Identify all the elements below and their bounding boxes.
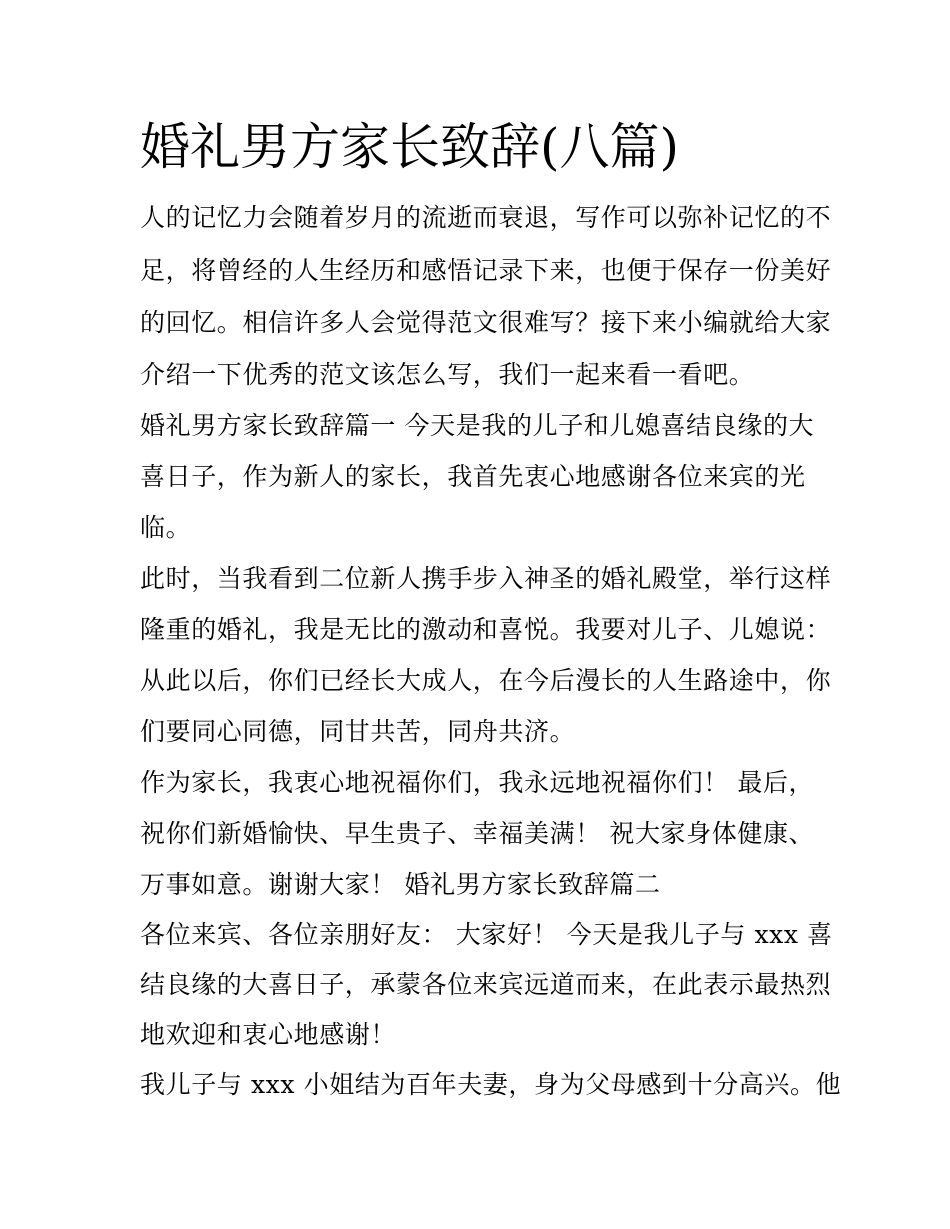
- body-line: 此时，当我看到二位新人携手步入神圣的婚礼殿堂，举行这样: [140, 564, 832, 593]
- body-line: 隆重的婚礼，我是无比的激动和喜悦。我要对儿子、儿媳说：: [140, 615, 832, 644]
- body-line: 临。: [140, 513, 192, 542]
- body-line: 人的记忆力会随着岁月的流逝而衰退，写作可以弥补记忆的不: [140, 203, 832, 232]
- body-line: 各位来宾、各位亲朋好友： 大家好！ 今天是我儿子与 xxx 喜: [140, 920, 833, 949]
- body-line: 的回忆。相信许多人会觉得范文很难写？接下来小编就给大家: [140, 308, 832, 337]
- body-line: 我儿子与 xxx 小姐结为百年夫妻，身为父母感到十分高兴。他: [140, 1070, 842, 1099]
- body-line: 婚礼男方家长致辞篇一 今天是我的儿子和儿媳喜结良缘的大: [140, 411, 815, 440]
- body-line: 结良缘的大喜日子，承蒙各位来宾远道而来，在此表示最热烈: [140, 970, 832, 999]
- body-line: 从此以后，你们已经长大成人，在今后漫长的人生路途中，你: [140, 666, 832, 695]
- body-line: 足，将曾经的人生经历和感悟记录下来，也便于保存一份美好: [140, 256, 832, 285]
- body-line: 祝你们新婚愉快、早生贵子、幸福美满！ 祝大家身体健康、: [140, 819, 815, 848]
- body-line: 万事如意。谢谢大家！ 婚礼男方家长致辞篇二: [140, 870, 661, 899]
- document-title: 婚礼男方家长致辞(八篇): [140, 118, 680, 176]
- body-line: 们要同心同德，同甘共苦，同舟共济。: [140, 717, 576, 746]
- body-line: 喜日子，作为新人的家长，我首先衷心地感谢各位来宾的光: [140, 462, 806, 491]
- body-line: 作为家长，我衷心地祝福你们，我永远地祝福你们！ 最后，: [140, 768, 815, 797]
- body-line: 地欢迎和衷心地感谢！: [140, 1020, 397, 1049]
- body-line: 介绍一下优秀的范文该怎么写，我们一起来看一看吧。: [140, 360, 755, 389]
